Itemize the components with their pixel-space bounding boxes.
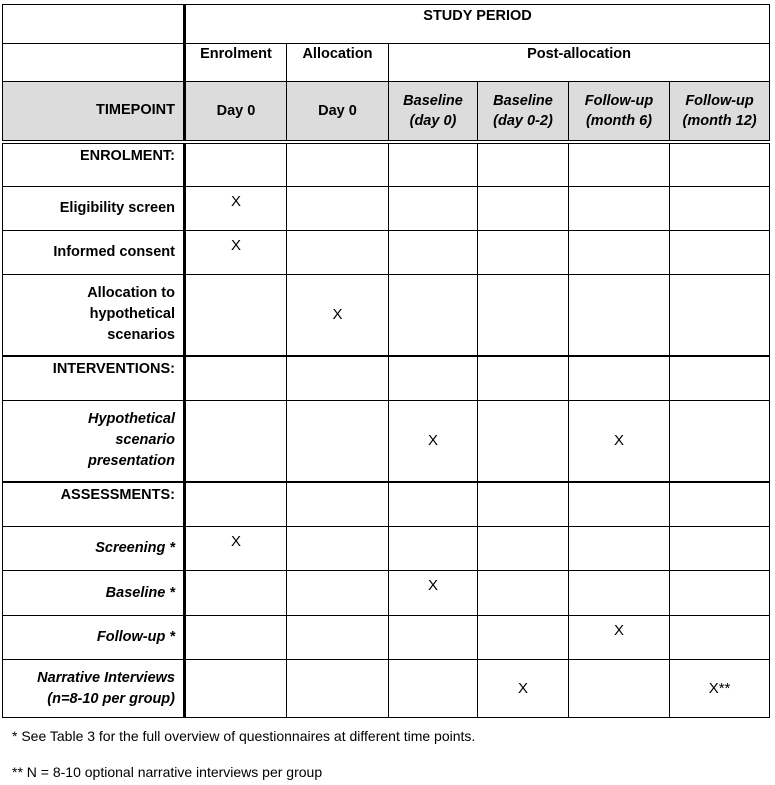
timepoint-header — [389, 82, 478, 142]
table-row — [3, 401, 770, 482]
timepoint-header — [569, 82, 670, 142]
row-label — [3, 275, 185, 356]
table-row — [3, 571, 770, 616]
schedule-cell — [389, 231, 478, 275]
row-label — [3, 616, 185, 660]
row-label-text: Follow-up * — [96, 629, 175, 645]
timepoint-text: (day 0) — [409, 112, 457, 129]
timepoint-text: (day 0-2) — [493, 112, 553, 129]
schedule-cell — [478, 356, 569, 401]
schedule-cell — [389, 275, 478, 356]
row-label-text: presentation — [87, 453, 175, 470]
schedule-cell — [287, 187, 389, 231]
schedule-cell — [185, 231, 287, 275]
schedule-cell — [185, 356, 287, 401]
schedule-cell — [478, 231, 569, 275]
schedule-cell — [287, 401, 389, 482]
schedule-cell — [670, 275, 770, 356]
table-row — [3, 356, 770, 401]
corner-cell — [3, 5, 185, 44]
footnote-interviews: ** N = 8-10 optional narrative interviews per group — [12, 764, 323, 780]
schedule-mark: X — [427, 577, 438, 594]
schedule-cell — [185, 616, 287, 660]
schedule-cell — [478, 571, 569, 616]
table-row — [3, 187, 770, 231]
schedule-cell — [670, 231, 770, 275]
schedule-cell — [569, 482, 670, 527]
row-label-text: Narrative Interviews — [37, 669, 175, 686]
schedule-mark: X — [517, 680, 528, 697]
schedule-cell — [287, 275, 389, 356]
row-label — [3, 660, 185, 718]
schedule-cell — [670, 616, 770, 660]
schedule-cell — [569, 356, 670, 401]
row-label-text: hypothetical — [89, 306, 175, 323]
schedule-cell — [478, 187, 569, 231]
table-row — [3, 142, 770, 187]
schedule-cell — [569, 616, 670, 660]
schedule-cell — [287, 356, 389, 401]
table-row — [3, 275, 770, 356]
schedule-cell — [389, 527, 478, 571]
table-row — [3, 231, 770, 275]
schedule-cell — [389, 356, 478, 401]
schedule-cell — [185, 660, 287, 718]
schedule-cell — [569, 275, 670, 356]
timepoint-text: Day 0 — [216, 102, 256, 119]
row-label — [3, 356, 185, 401]
row-label — [3, 482, 185, 527]
table-row — [3, 660, 770, 718]
schedule-cell — [670, 187, 770, 231]
table-row — [3, 482, 770, 527]
schedule-cell — [287, 142, 389, 187]
timepoint-header — [185, 82, 287, 142]
schedule-cell — [389, 142, 478, 187]
row-label-text: (n=8-10 per group) — [47, 690, 175, 707]
schedule-cell — [478, 660, 569, 718]
row-label-text: Hypothetical — [87, 411, 175, 428]
schedule-cell — [287, 571, 389, 616]
post-allocation-header: Post-allocation — [389, 44, 770, 82]
schedule-cell — [287, 660, 389, 718]
schedule-cell — [185, 571, 287, 616]
schedule-cell — [287, 231, 389, 275]
schedule-cell — [569, 660, 670, 718]
study-period-header: STUDY PERIOD — [185, 5, 770, 44]
schedule-cell — [569, 401, 670, 482]
row-label-text: INTERVENTIONS: — [52, 360, 175, 377]
timepoint-label: TIMEPOINT — [3, 82, 185, 142]
schedule-cell — [287, 527, 389, 571]
row-label — [3, 231, 185, 275]
timepoint-header — [670, 82, 770, 142]
schedule-cell — [478, 142, 569, 187]
schedule-mark: X — [427, 432, 438, 450]
schedule-cell — [287, 482, 389, 527]
schedule-mark: X — [332, 306, 343, 324]
row-label-text: ENROLMENT: — [79, 147, 175, 164]
footnote-questionnaires: * See Table 3 for the full overview of questionnaires at different time points. — [12, 728, 476, 744]
schedule-cell — [670, 401, 770, 482]
timepoint-header — [478, 82, 569, 142]
row-label — [3, 571, 185, 616]
schedule-cell — [185, 482, 287, 527]
schedule-cell — [569, 571, 670, 616]
table-row — [3, 527, 770, 571]
schedule-cell — [185, 142, 287, 187]
schedule-cell — [389, 187, 478, 231]
allocation-header: Allocation — [287, 44, 389, 82]
schedule-mark: X — [613, 432, 624, 450]
schedule-cell — [185, 401, 287, 482]
timepoint-text: (month 12) — [682, 112, 757, 129]
schedule-cell — [389, 660, 478, 718]
schedule-cell — [185, 275, 287, 356]
blank-header-cell — [3, 44, 185, 82]
row-label-text: Allocation to — [87, 285, 175, 302]
row-label-text: Eligibility screen — [59, 200, 175, 216]
timepoint-text: Follow-up — [685, 92, 754, 109]
schedule-cell — [389, 482, 478, 527]
schedule-mark: X — [613, 622, 624, 639]
timepoint-text: (month 6) — [585, 112, 653, 129]
timepoint-header — [287, 82, 389, 142]
schedule-cell — [670, 482, 770, 527]
timepoint-text: Day 0 — [318, 102, 357, 119]
schedule-cell — [569, 527, 670, 571]
schedule-cell — [670, 356, 770, 401]
schedule-cell — [185, 187, 287, 231]
enrolment-header: Enrolment — [185, 44, 287, 82]
schedule-cell — [569, 231, 670, 275]
row-label — [3, 527, 185, 571]
schedule-cell — [389, 401, 478, 482]
row-label-text: Screening * — [95, 540, 175, 556]
schedule-mark: X — [230, 193, 241, 210]
schedule-cell — [478, 527, 569, 571]
schedule-mark: X — [230, 237, 241, 254]
schedule-cell — [569, 187, 670, 231]
schedule-cell — [389, 571, 478, 616]
schedule-cell — [670, 142, 770, 187]
timepoint-text: Follow-up — [584, 92, 654, 109]
timepoint-text: Baseline — [493, 92, 553, 109]
schedule-cell — [185, 527, 287, 571]
table-row — [3, 616, 770, 660]
schedule-mark: X — [230, 533, 241, 550]
timepoint-text: Baseline — [403, 92, 463, 109]
row-label-text: Baseline * — [105, 584, 175, 601]
schedule-cell — [670, 660, 770, 718]
schedule-cell — [478, 275, 569, 356]
row-label — [3, 187, 185, 231]
schedule-cell — [478, 616, 569, 660]
schedule-mark: X** — [708, 680, 731, 697]
schedule-cell — [287, 616, 389, 660]
schedule-cell — [478, 401, 569, 482]
row-label — [3, 401, 185, 482]
schedule-cell — [670, 571, 770, 616]
schedule-cell — [389, 616, 478, 660]
row-label-text: scenarios — [107, 327, 175, 344]
row-label-text: scenario — [115, 432, 175, 449]
row-label-text: Informed consent — [53, 244, 175, 260]
row-label-text: ASSESSMENTS: — [60, 486, 175, 503]
row-label — [3, 142, 185, 187]
schedule-cell — [478, 482, 569, 527]
schedule-table — [2, 4, 770, 718]
schedule-cell — [670, 527, 770, 571]
schedule-cell — [569, 142, 670, 187]
